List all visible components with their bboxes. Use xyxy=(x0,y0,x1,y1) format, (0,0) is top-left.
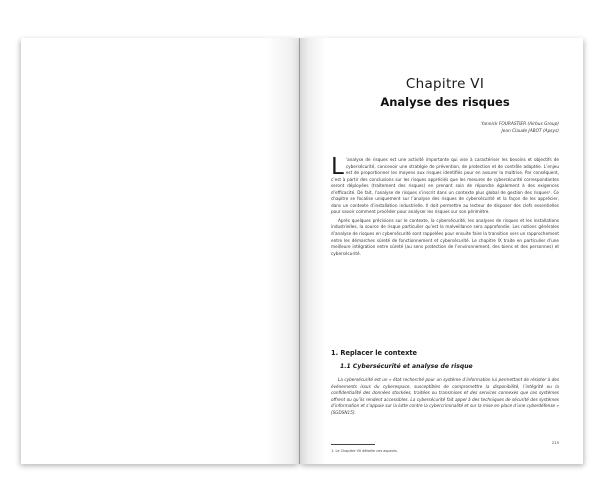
author-line: Jean Claude JABOT (Apsys) xyxy=(501,129,559,134)
footnote-rule xyxy=(331,444,375,445)
left-page-blank xyxy=(21,38,299,464)
chapter-number: Chapitre VI xyxy=(405,76,485,92)
definition-paragraph xyxy=(331,377,559,416)
footnote: 1. Le Chapitre VII détaille ces aspects. xyxy=(331,449,398,453)
chapter-intro xyxy=(331,154,559,257)
intro-paragraph xyxy=(331,154,559,216)
intro-paragraph-text: ’analyse de risques est une activité importante qui vise à caractériser les besoins et objectifs de cybersécurité, concevoir une stratégie de prévention, de protection et de contrôle adaptée. L’enjeu est de proportionner les moyens aux risques identifiés pour en assurer la maîtrise. Par conséquent, c’est à partir des conclusions sur les risques appréciés que les mesures de cybersécurité correspondantes seront déployées (traitement des risques) en prenant soin de répondre également à des exigences d’efficacité. De fait, l’analyse de risques s’inscrit dans un contexte plus global de gestion des risques¹. Ce chapitre se focalise uniquement sur l’analyse des risques de cybersécurité et la façon de les apprécier, dans un contexte d’installation industrielle. Il doit permettre au lecteur de disposer des clefs essentielles pour savoir comment procéder pour analyser les risques sur son périmètre. xyxy=(331,157,559,215)
authors-block xyxy=(481,121,559,135)
chapter-title: Analyse des risques xyxy=(380,95,510,109)
section-heading: 1. Replacer le contexte xyxy=(331,349,417,357)
drop-cap: L xyxy=(331,154,344,180)
page-number: 215 xyxy=(551,440,559,445)
body-paragraph: Après quelques précisions sur le contexte, la cybersécurité, les analyses de risques et les installations industrielles, la source de risque particulier qu’est la malveillance sera approfondie. Les notions générales d’analyse de risques en cybersécurité sont rappelées pour ensuite faire la transition vers un rapprochement entre les démarches sûreté de fonctionnement et cybersécurité. Le chapitre IX traite en particulier d’une meilleure intégration entre sûreté (au sens protection de l’environnement, des biens et des personnes) et cybersécurité. xyxy=(331,217,559,256)
subsection-heading: 1.1 Cybersécurité et analyse de risque xyxy=(340,363,473,370)
page-content xyxy=(331,38,559,464)
definition-text: La cybersécurité est un « état recherché pour un système d’information lui permettant de résister à des événements issus du cyberespace, susceptibles de compromettre la disponibilité, l’intégrité ou la confidentialité des données stockées, traitées ou transmises et des services connexes que ces systèmes offrent ou qu’ils rendent accessibles. La cybersécurité fait appel à des techniques de sécurité des systèmes d’information et s’appuie sur la lutte contre la cybercriminalité et sur la mise en place d’une cyberdéfense » [SGDSN15]. xyxy=(331,377,559,415)
author-line: Yannick FOURASTIER (Airbus Group) xyxy=(481,122,559,127)
right-page xyxy=(300,38,583,464)
